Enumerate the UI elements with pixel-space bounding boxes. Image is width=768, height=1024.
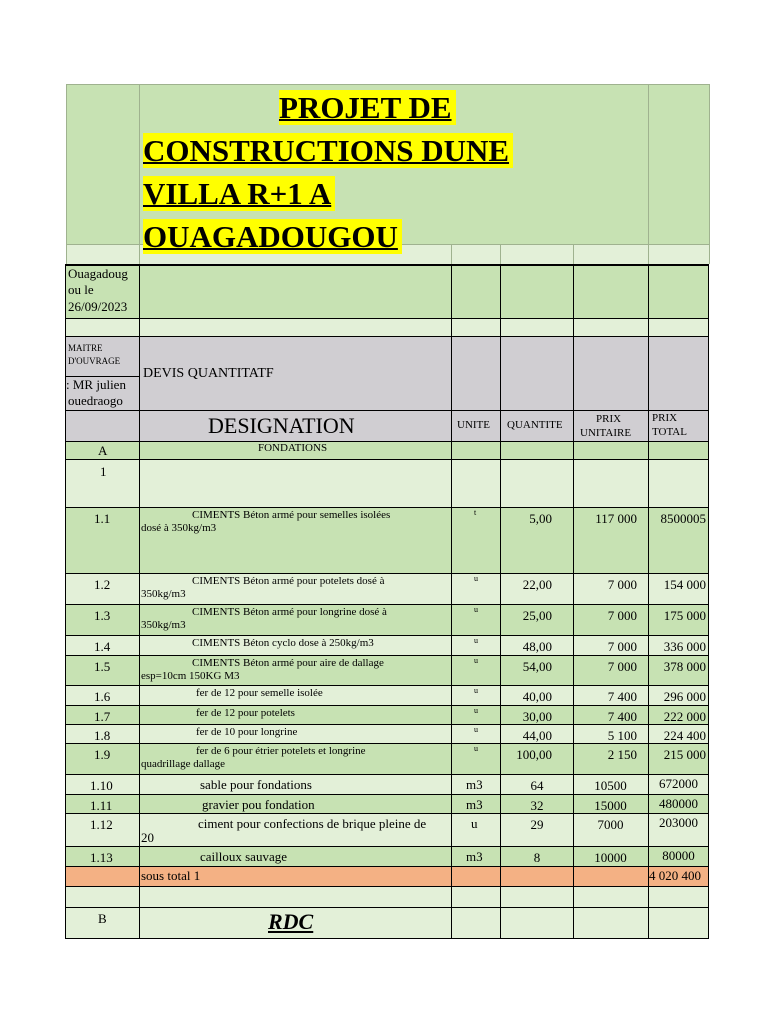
row-quantity: 25,00 [522,608,552,623]
row-line [66,604,709,605]
row-line [66,846,709,847]
row-unit-price: 15000 [594,798,627,813]
row-description: cailloux sauvage [200,849,287,864]
row-unit-price: 7 400 [607,709,637,724]
row-total: 222 000 [663,709,706,724]
col-line [648,264,649,939]
col-line [500,264,501,939]
row-number: 1.3 [94,608,111,623]
row-total: 175 000 [663,608,706,623]
row-line [66,410,709,411]
row-quantity: 40,00 [522,689,552,704]
row-unit: u [474,636,478,645]
row-description-cont: 350kg/m3 [141,588,186,600]
row-unit: u [474,744,478,753]
row-description: CIMENTS Béton armé pour longrine dosé à [192,606,387,618]
row-number: 1.6 [94,689,111,704]
maitre-name-1: : MR julien [66,377,126,392]
devis-title: DEVIS QUANTITATF [143,366,274,381]
section-b-label: RDC [268,909,314,934]
date-text: 26/09/2023 [68,299,128,314]
title-line-4: OUAGADOUGOU [143,219,402,254]
row-quantity: 100,00 [516,747,552,762]
section-a-label: FONDATIONS [258,442,328,454]
row-quantity: 32 [530,798,544,813]
row-unit-price: 7 000 [607,608,637,623]
row-number: 1.4 [94,639,111,654]
subtotal-label: sous total 1 [141,868,201,883]
row-unit: u [474,686,478,695]
row-unit: u [474,605,478,614]
row-description: gravier pou fondation [202,797,315,812]
grid-line [66,84,67,264]
row-line [66,336,709,337]
row-unit-price: 5 100 [607,728,637,743]
row-description: fer de 12 pour potelets [196,707,295,719]
header-prix-total-1: PRIX [652,412,678,424]
row-line [66,685,709,686]
row-unit-price: 10000 [594,850,627,865]
row-total: 480000 [659,796,698,811]
row-unit-price: 7 000 [607,639,637,654]
row-line [66,635,709,636]
row-line [66,705,709,706]
row-description: fer de 6 pour étrier potelets et longrine [196,745,366,757]
row-unit-price: 7 000 [607,659,637,674]
grid-line [648,84,649,264]
row-total: 224 400 [663,728,706,743]
row-total: 8500005 [660,511,706,526]
maitre-name-2: ouedraogo [68,393,123,408]
row-description: ciment pour confections de brique pleine de [198,816,427,831]
row-number: 1.10 [90,778,113,793]
row-unit: u [474,574,478,583]
row-unit-price: 7 400 [607,689,637,704]
row-unit-price: 7000 [597,817,624,832]
row-total: 378 000 [663,659,706,674]
row-quantity: 8 [533,850,541,865]
row-unit-price: 2 150 [607,747,637,762]
row-description: CIMENTS Béton armé pour aire de dallage [192,657,384,669]
row-quantity: 29 [530,817,544,832]
header-prix-unitaire-1: PRIX [596,413,622,425]
row-line [66,507,709,508]
row-description: CIMENTS Béton armé pour semelles isolées [192,509,391,521]
row-unit: u [474,656,478,665]
row-line [66,794,709,795]
section-a-code: A [98,443,108,458]
row-number: 1.2 [94,577,111,592]
row-unit: m3 [466,797,483,812]
row-unit: m3 [466,849,483,864]
row-unit-price: 7 000 [607,577,637,592]
row-description: fer de 10 pour longrine [196,726,298,738]
row-unit: m3 [466,777,483,792]
row-line [66,655,709,656]
row-number: 1.1 [94,511,111,526]
row-unit-price: 117 000 [595,511,637,526]
row-number: 1.12 [90,817,113,832]
place-line-2: ou le [68,282,94,297]
row-quantity: 64 [530,778,544,793]
row-line [66,573,709,574]
place-line-1: Ouagadoug [68,266,128,281]
row-description-cont: esp=10cm 150KG M3 [141,670,240,682]
header-quantite: QUANTITE [507,419,563,431]
row-description: fer de 12 pour semelle isolée [196,687,323,699]
row-description-cont: 350kg/m3 [141,619,186,631]
row-quantity: 5,00 [529,511,552,526]
row-total: 672000 [659,776,698,791]
row-total: 296 000 [663,689,706,704]
col-line [573,264,574,939]
section-a-sub: 1 [100,464,107,479]
row-line [66,866,709,867]
header-unite: UNITE [457,419,490,431]
row-number: 1.13 [90,850,113,865]
row-unit: u [474,706,478,715]
row-description: CIMENTS Béton cyclo dose à 250kg/m3 [192,637,374,649]
header-prix-total-2: TOTAL [652,426,687,438]
header-prix-unitaire-2: UNITAIRE [580,427,632,439]
title-line-1: PROJET DE [279,90,456,125]
row-quantity: 48,00 [522,639,552,654]
maitre-label-1: MAITRE [68,343,103,353]
row-number: 1.8 [94,728,111,743]
row-line [66,318,709,319]
row-line [66,907,709,908]
grid-line [139,84,140,264]
col-line [139,264,140,939]
col-line [451,264,452,939]
row-line [66,774,709,775]
row-quantity: 22,00 [522,577,552,592]
row-quantity: 54,00 [522,659,552,674]
row-line [66,886,709,887]
row-line [66,459,709,460]
row-number: 1.9 [94,747,111,762]
row-description: CIMENTS Béton armé pour potelets dosé à [192,575,385,587]
row-description-cont: quadrillage dallage [141,758,225,770]
row-unit: t [474,508,477,517]
document-title [143,86,648,258]
row-description-cont: dosé à 350kg/m3 [141,522,217,534]
header-designation: DESIGNATION [208,413,355,438]
row-number: 1.11 [90,798,113,813]
row-description: sable pour fondations [200,777,312,792]
row-total: 203000 [659,815,698,830]
row-unit: u [471,816,478,831]
row-description-cont: 20 [141,830,154,845]
title-line-2: CONSTRUCTIONS DUNE [143,133,513,168]
subtotal-value: 4 020 400 [649,868,701,883]
grid-line [66,84,709,85]
row-total: 154 000 [663,577,706,592]
section-b-code: B [98,911,107,926]
row-number: 1.7 [94,709,111,724]
row-line [66,441,709,442]
grid-line [709,84,710,264]
title-line-3: VILLA R+1 A [143,176,335,211]
row-number: 1.5 [94,659,111,674]
row-unit: u [474,725,478,734]
row-quantity: 44,00 [522,728,552,743]
row-unit-price: 10500 [594,778,627,793]
row-quantity: 30,00 [522,709,552,724]
row-total: 80000 [662,848,695,863]
maitre-label-2: D'OUVRAGE [68,356,121,366]
row-total: 336 000 [663,639,706,654]
row-total: 215 000 [663,747,706,762]
